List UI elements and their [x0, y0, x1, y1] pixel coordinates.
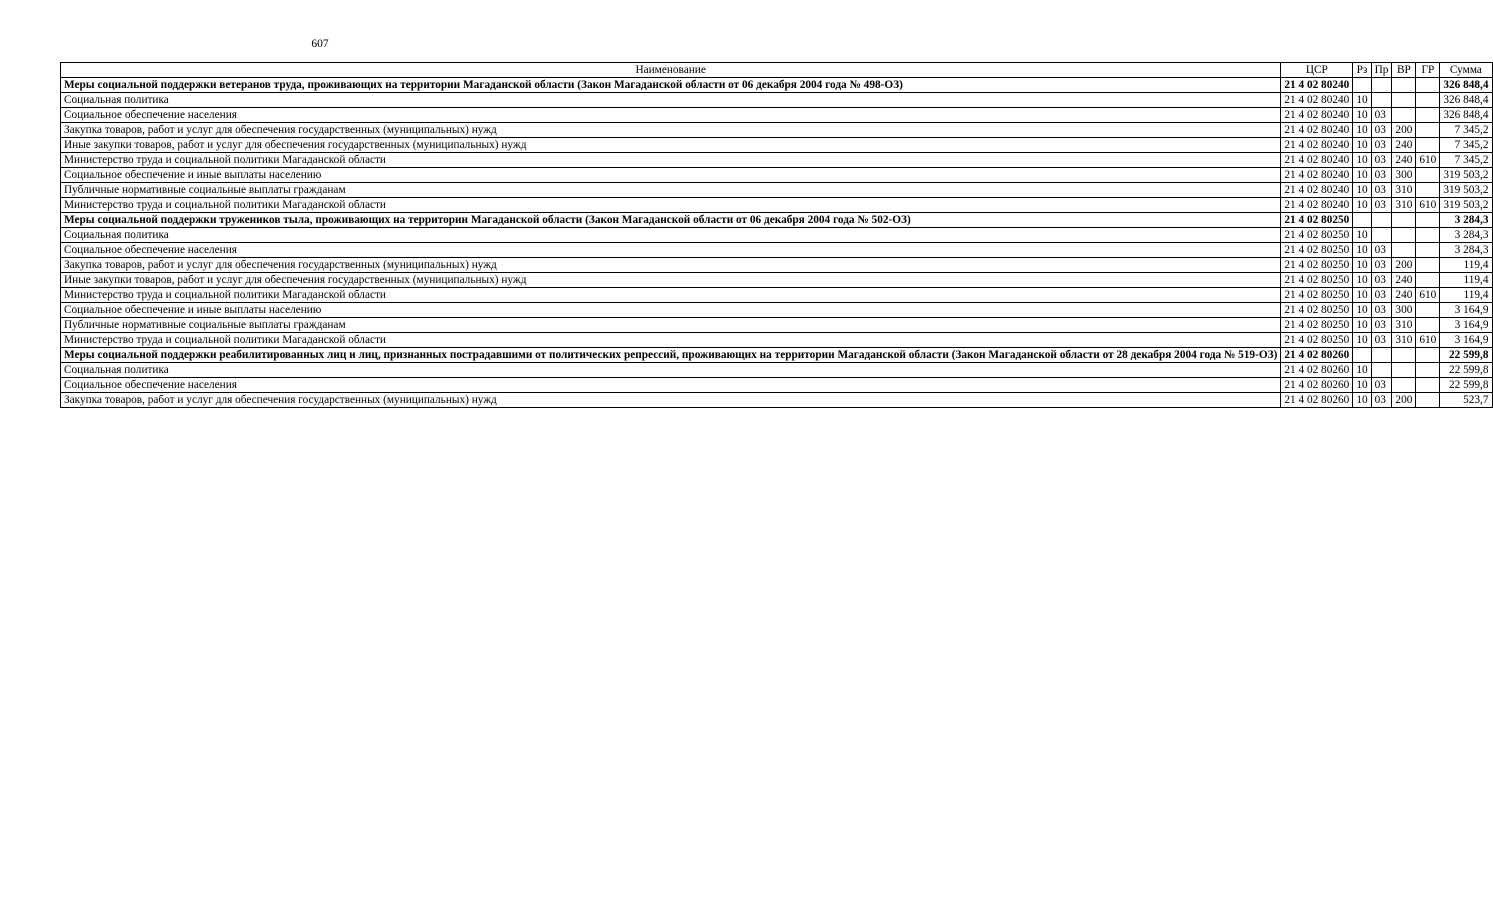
cell-name: Социальное обеспечение населения — [61, 108, 1281, 123]
cell-csr: 21 4 02 80250 — [1281, 258, 1353, 273]
cell-pr: 03 — [1371, 258, 1392, 273]
cell-vr — [1392, 378, 1416, 393]
cell-rz — [1353, 348, 1371, 363]
cell-vr — [1392, 228, 1416, 243]
cell-rz: 10 — [1353, 168, 1371, 183]
cell-vr — [1392, 108, 1416, 123]
header-name: Наименование — [61, 63, 1281, 78]
table-row — [61, 228, 1493, 243]
table-row — [61, 198, 1493, 213]
table-row — [61, 153, 1493, 168]
cell-rz: 10 — [1353, 318, 1371, 333]
table-row — [61, 303, 1493, 318]
cell-gr — [1416, 243, 1440, 258]
cell-name: Меры социальной поддержки тружеников тыла, проживающих на территории Магаданской области (Закон Магаданской области от 06 декабря 2004 года № 502-ОЗ) — [61, 213, 1281, 228]
cell-name: Меры социальной поддержки ветеранов труда, проживающих на территории Магаданской области (Закон Магаданской области от 06 декабря 2004 года № 498-ОЗ) — [61, 78, 1281, 93]
cell-sum: 22 599,8 — [1440, 378, 1492, 393]
cell-vr: 200 — [1392, 393, 1416, 408]
cell-csr: 21 4 02 80240 — [1281, 183, 1353, 198]
cell-sum: 22 599,8 — [1440, 363, 1492, 378]
cell-rz: 10 — [1353, 123, 1371, 138]
cell-rz: 10 — [1353, 363, 1371, 378]
cell-csr: 21 4 02 80240 — [1281, 153, 1353, 168]
table-row — [61, 363, 1493, 378]
cell-vr: 240 — [1392, 288, 1416, 303]
cell-vr — [1392, 78, 1416, 93]
table-row — [61, 258, 1493, 273]
cell-vr — [1392, 213, 1416, 228]
cell-rz: 10 — [1353, 243, 1371, 258]
cell-gr: 610 — [1416, 153, 1440, 168]
table-row — [61, 378, 1493, 393]
cell-sum: 326 848,4 — [1440, 93, 1492, 108]
cell-sum: 119,4 — [1440, 258, 1492, 273]
cell-rz: 10 — [1353, 258, 1371, 273]
cell-rz: 10 — [1353, 198, 1371, 213]
cell-name: Социальное обеспечение населения — [61, 243, 1281, 258]
cell-csr: 21 4 02 80240 — [1281, 108, 1353, 123]
cell-gr — [1416, 93, 1440, 108]
cell-pr — [1371, 93, 1392, 108]
cell-pr: 03 — [1371, 303, 1392, 318]
cell-pr: 03 — [1371, 318, 1392, 333]
header-csr: ЦСР — [1281, 63, 1353, 78]
cell-vr: 310 — [1392, 318, 1416, 333]
cell-gr — [1416, 348, 1440, 363]
cell-rz: 10 — [1353, 93, 1371, 108]
cell-pr: 03 — [1371, 288, 1392, 303]
cell-pr — [1371, 228, 1392, 243]
page-number: 607 — [311, 38, 329, 50]
cell-pr: 03 — [1371, 243, 1392, 258]
budget-table — [60, 62, 1493, 408]
table-row — [61, 93, 1493, 108]
table-row — [61, 183, 1493, 198]
header-pr: Пр — [1371, 63, 1392, 78]
cell-sum: 3 164,9 — [1440, 318, 1492, 333]
cell-name: Закупка товаров, работ и услуг для обеспечения государственных (муниципальных) нужд — [61, 393, 1281, 408]
table-row — [61, 288, 1493, 303]
cell-pr: 03 — [1371, 198, 1392, 213]
cell-pr: 03 — [1371, 153, 1392, 168]
cell-csr: 21 4 02 80260 — [1281, 393, 1353, 408]
cell-csr: 21 4 02 80250 — [1281, 333, 1353, 348]
cell-sum: 3 284,3 — [1440, 228, 1492, 243]
cell-csr: 21 4 02 80240 — [1281, 198, 1353, 213]
cell-sum: 319 503,2 — [1440, 168, 1492, 183]
table-row — [61, 123, 1493, 138]
cell-gr — [1416, 213, 1440, 228]
cell-csr: 21 4 02 80250 — [1281, 318, 1353, 333]
cell-gr — [1416, 138, 1440, 153]
cell-name: Социальное обеспечение населения — [61, 378, 1281, 393]
cell-gr — [1416, 303, 1440, 318]
cell-sum: 7 345,2 — [1440, 138, 1492, 153]
table-header-row — [61, 63, 1493, 78]
cell-pr — [1371, 213, 1392, 228]
cell-name: Меры социальной поддержки реабилитированных лиц и лиц, признанных пострадавшими от политических репрессий, проживающих на территории Магаданской области (Закон Магаданской области от 28 декабря 2004 года № 519-ОЗ) — [61, 348, 1281, 363]
cell-vr: 240 — [1392, 138, 1416, 153]
cell-csr: 21 4 02 80240 — [1281, 78, 1353, 93]
cell-rz — [1353, 78, 1371, 93]
cell-vr: 200 — [1392, 258, 1416, 273]
cell-vr: 200 — [1392, 123, 1416, 138]
cell-sum: 119,4 — [1440, 288, 1492, 303]
table-row — [61, 138, 1493, 153]
cell-csr: 21 4 02 80260 — [1281, 378, 1353, 393]
cell-gr — [1416, 108, 1440, 123]
cell-gr — [1416, 393, 1440, 408]
cell-sum: 326 848,4 — [1440, 108, 1492, 123]
cell-vr: 300 — [1392, 168, 1416, 183]
cell-csr: 21 4 02 80240 — [1281, 138, 1353, 153]
table-row — [61, 393, 1493, 408]
cell-gr — [1416, 378, 1440, 393]
cell-pr: 03 — [1371, 393, 1392, 408]
cell-sum: 3 284,3 — [1440, 243, 1492, 258]
cell-pr: 03 — [1371, 168, 1392, 183]
table-row — [61, 243, 1493, 258]
cell-gr — [1416, 228, 1440, 243]
cell-rz: 10 — [1353, 228, 1371, 243]
cell-rz: 10 — [1353, 108, 1371, 123]
cell-sum: 119,4 — [1440, 273, 1492, 288]
cell-vr — [1392, 93, 1416, 108]
cell-sum: 319 503,2 — [1440, 198, 1492, 213]
cell-vr: 310 — [1392, 333, 1416, 348]
cell-csr: 21 4 02 80250 — [1281, 243, 1353, 258]
cell-csr: 21 4 02 80240 — [1281, 93, 1353, 108]
cell-name: Министерство труда и социальной политики Магаданской области — [61, 288, 1281, 303]
cell-csr: 21 4 02 80250 — [1281, 213, 1353, 228]
cell-rz: 10 — [1353, 183, 1371, 198]
cell-csr: 21 4 02 80250 — [1281, 228, 1353, 243]
cell-gr — [1416, 123, 1440, 138]
cell-vr: 240 — [1392, 273, 1416, 288]
cell-pr: 03 — [1371, 183, 1392, 198]
header-sum: Сумма — [1440, 63, 1492, 78]
cell-pr: 03 — [1371, 378, 1392, 393]
cell-sum: 7 345,2 — [1440, 123, 1492, 138]
cell-vr — [1392, 363, 1416, 378]
cell-name: Социальная политика — [61, 93, 1281, 108]
cell-name: Социальное обеспечение и иные выплаты населению — [61, 303, 1281, 318]
cell-pr: 03 — [1371, 108, 1392, 123]
cell-sum: 3 164,9 — [1440, 333, 1492, 348]
table-row — [61, 108, 1493, 123]
cell-rz: 10 — [1353, 303, 1371, 318]
cell-pr — [1371, 348, 1392, 363]
header-gr: ГР — [1416, 63, 1440, 78]
cell-gr: 610 — [1416, 288, 1440, 303]
cell-gr — [1416, 168, 1440, 183]
header-vr: ВР — [1392, 63, 1416, 78]
cell-csr: 21 4 02 80240 — [1281, 123, 1353, 138]
cell-rz: 10 — [1353, 138, 1371, 153]
header-rz: Рз — [1353, 63, 1371, 78]
cell-name: Социальная политика — [61, 363, 1281, 378]
cell-pr — [1371, 78, 1392, 93]
cell-csr: 21 4 02 80260 — [1281, 363, 1353, 378]
cell-rz: 10 — [1353, 333, 1371, 348]
cell-pr: 03 — [1371, 333, 1392, 348]
table-row — [61, 333, 1493, 348]
cell-rz: 10 — [1353, 273, 1371, 288]
cell-name: Публичные нормативные социальные выплаты гражданам — [61, 183, 1281, 198]
cell-vr — [1392, 348, 1416, 363]
cell-name: Министерство труда и социальной политики Магаданской области — [61, 153, 1281, 168]
cell-vr: 240 — [1392, 153, 1416, 168]
cell-gr: 610 — [1416, 333, 1440, 348]
cell-gr — [1416, 78, 1440, 93]
cell-csr: 21 4 02 80260 — [1281, 348, 1353, 363]
cell-name: Социальное обеспечение и иные выплаты населению — [61, 168, 1281, 183]
cell-csr: 21 4 02 80240 — [1281, 168, 1353, 183]
cell-name: Социальная политика — [61, 228, 1281, 243]
cell-gr — [1416, 363, 1440, 378]
table-row — [61, 318, 1493, 333]
cell-rz: 10 — [1353, 288, 1371, 303]
cell-gr — [1416, 273, 1440, 288]
cell-csr: 21 4 02 80250 — [1281, 303, 1353, 318]
cell-vr: 310 — [1392, 198, 1416, 213]
cell-gr: 610 — [1416, 198, 1440, 213]
cell-gr — [1416, 258, 1440, 273]
cell-rz — [1353, 213, 1371, 228]
cell-vr — [1392, 243, 1416, 258]
cell-pr — [1371, 363, 1392, 378]
cell-vr: 300 — [1392, 303, 1416, 318]
table-row — [61, 168, 1493, 183]
table-row — [61, 78, 1493, 93]
cell-sum: 3 164,9 — [1440, 303, 1492, 318]
cell-sum: 7 345,2 — [1440, 153, 1492, 168]
cell-gr — [1416, 318, 1440, 333]
cell-sum: 523,7 — [1440, 393, 1492, 408]
cell-name: Министерство труда и социальной политики Магаданской области — [61, 198, 1281, 213]
cell-name: Публичные нормативные социальные выплаты гражданам — [61, 318, 1281, 333]
table-body — [61, 78, 1493, 408]
cell-name: Закупка товаров, работ и услуг для обеспечения государственных (муниципальных) нужд — [61, 123, 1281, 138]
cell-csr: 21 4 02 80250 — [1281, 273, 1353, 288]
cell-sum: 326 848,4 — [1440, 78, 1492, 93]
table-row — [61, 213, 1493, 228]
cell-rz: 10 — [1353, 378, 1371, 393]
cell-rz: 10 — [1353, 153, 1371, 168]
cell-vr: 310 — [1392, 183, 1416, 198]
cell-sum: 3 284,3 — [1440, 213, 1492, 228]
cell-name: Иные закупки товаров, работ и услуг для обеспечения государственных (муниципальных) нужд — [61, 138, 1281, 153]
cell-gr — [1416, 183, 1440, 198]
table-row — [61, 348, 1493, 363]
cell-pr: 03 — [1371, 273, 1392, 288]
cell-name: Закупка товаров, работ и услуг для обеспечения государственных (муниципальных) нужд — [61, 258, 1281, 273]
table-row — [61, 273, 1493, 288]
cell-sum: 319 503,2 — [1440, 183, 1492, 198]
cell-name: Министерство труда и социальной политики Магаданской области — [61, 333, 1281, 348]
cell-pr: 03 — [1371, 138, 1392, 153]
cell-csr: 21 4 02 80250 — [1281, 288, 1353, 303]
cell-pr: 03 — [1371, 123, 1392, 138]
cell-name: Иные закупки товаров, работ и услуг для обеспечения государственных (муниципальных) нужд — [61, 273, 1281, 288]
cell-sum: 22 599,8 — [1440, 348, 1492, 363]
cell-rz: 10 — [1353, 393, 1371, 408]
